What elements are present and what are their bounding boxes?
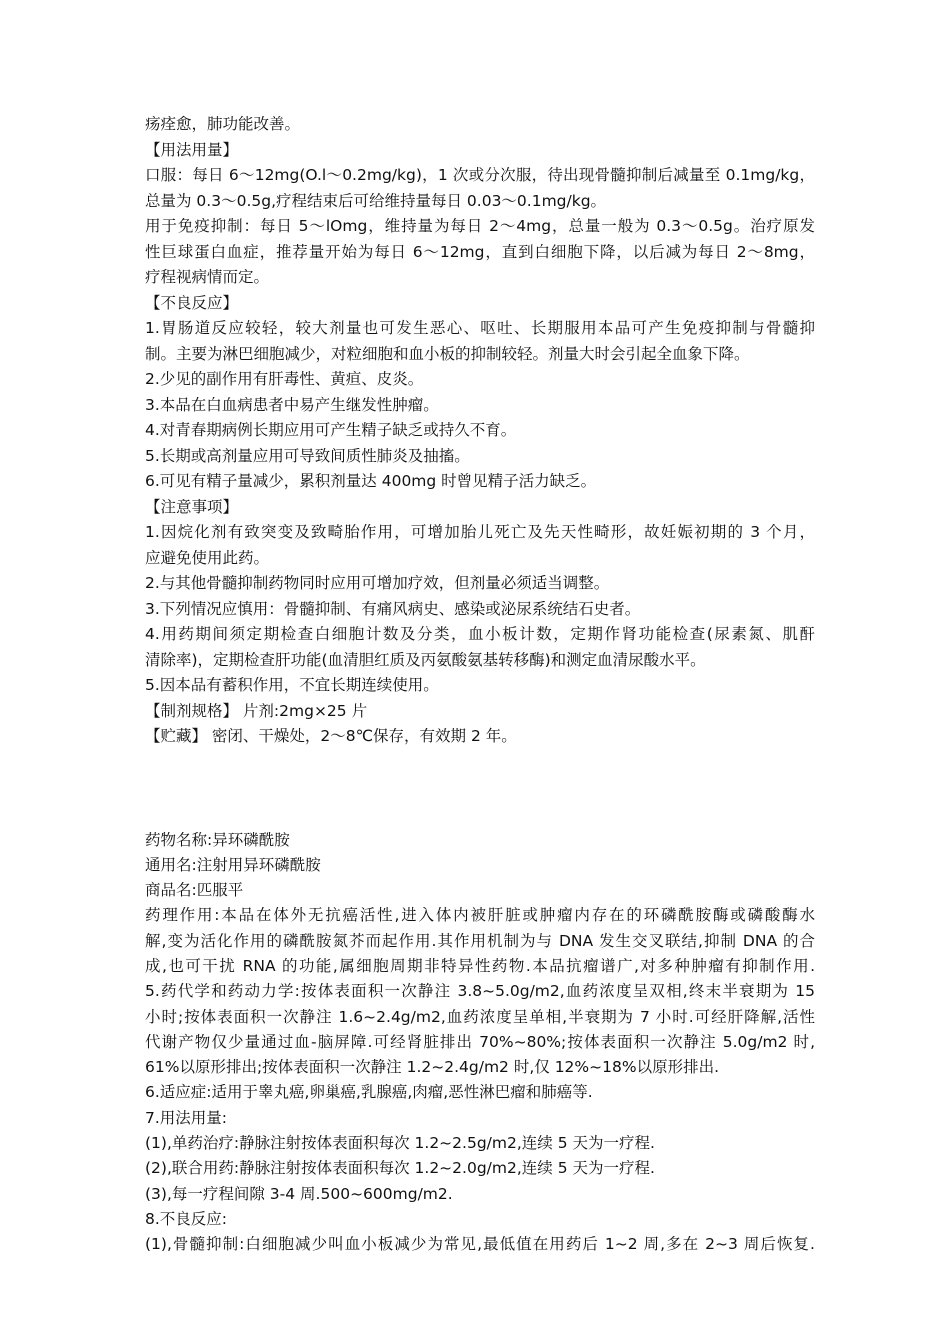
text-line: (1),单药治疗:静脉注射按体表面积每次 1.2~2.5g/m2,连续 5 天为一疗程. <box>145 1134 655 1153</box>
text-line: 6.可见有精子量减少，累积剂量达 400mg 时曾见精子活力缺乏。 <box>145 472 597 490</box>
text-line: 2.与其他骨髓抑制药物同时应用可增加疗效，但剂量必须适当调整。 <box>145 574 610 592</box>
heading-storage: 【贮藏】 密闭、干燥处，2～8℃保存，有效期 2 年。 <box>145 727 517 745</box>
text-line: 3.下列情况应慎用：骨髓抑制、有痛风病史、感染或泌尿系统结石史者。 <box>145 599 641 618</box>
text-line: 7.用法用量: <box>145 1108 228 1127</box>
text-line: 代谢产物仅少量通过血-脑屏障.可经肾脏排出 70%~80%;按体表面积一次静注 5.0g/m2 时, <box>145 1032 815 1051</box>
text-line: 应避免使用此药。 <box>145 548 270 567</box>
heading-dosage: 【用法用量】 <box>145 140 239 159</box>
text-line: 5.药代学和药动力学:按体表面积一次静注 3.8~5.0g/m2,血药浓度呈双相,终末半衰期为 15 <box>145 982 815 1001</box>
text-line: (1),骨髓抑制:白细胞减少叫血小板减少为常见,最低值在用药后 1~2 周,多在 2~3 周后恢复. <box>145 1235 815 1254</box>
text-line: 2.少见的副作用有肝毒性、黄疸、皮炎。 <box>145 370 424 388</box>
text-line: 3.本品在白血病患者中易产生继发性肿瘤。 <box>145 395 439 414</box>
text-line: 总量为 0.3～0.5g,疗程结束后可给维持量每日 0.03～0.1mg/kg。 <box>145 191 607 210</box>
document-page <box>145 112 815 1258</box>
text-line: 1.胃肠道反应较轻，较大剂量也可发生恶心、呕吐、长期服用本品可产生免疫抑制与骨髓抑 <box>145 319 815 337</box>
section-ifosfamide-text <box>145 828 815 1258</box>
text-line: 61%以原形排出;按体表面积一次静注 1.2~2.4g/m2 时,仅 12%~18%以原形排出. <box>145 1058 720 1077</box>
text-line: 解,变为活化作用的磷酰胺氮芥而起作用.其作用机制为与 DNA 发生交叉联结,抑制 DNA 的合 <box>145 931 815 950</box>
text-line: (3),每一疗程间隙 3-4 周.500~600mg/m2. <box>145 1184 453 1203</box>
text-line: (2),联合用药:静脉注射按体表面积每次 1.2~2.0g/m2,连续 5 天为一疗程. <box>145 1159 655 1178</box>
text-line: 6.适应症:适用于睾丸癌,卵巢癌,乳腺癌,肉瘤,恶性淋巴瘤和肺癌等. <box>145 1083 593 1102</box>
section-chlorambucil-text <box>145 112 815 750</box>
text-line: 用于免疫抑制：每日 5～lOmg，维持量为每日 2～4mg，总量一般为 0.3～0.5g。治疗原发 <box>145 217 815 235</box>
text-line: 疡痊愈，肺功能改善。 <box>145 115 301 133</box>
heading-adverse-reactions: 【不良反应】 <box>145 293 239 312</box>
text-line: 成,也可干扰 RNA 的功能,属细胞周期非特异性药物.本品抗瘤谱广,对多种肿瘤有抑制作用. <box>145 956 815 975</box>
brand-name-line: 商品名:匹服平 <box>145 881 244 900</box>
text-line: 1.因烷化剂有致突变及致畸胎作用，可增加胎儿死亡及先天性畸形，故妊娠初期的 3 个月， <box>145 523 815 541</box>
heading-specification: 【制剂规格】 片剂:2mg×25 片 <box>145 701 368 720</box>
text-line: 小时;按体表面积一次静注 1.6~2.4g/m2,血药浓度呈单相,半衰期为 7 小时.可经肝降解,活性 <box>145 1007 815 1026</box>
text-line: 5.长期或高剂量应用可导致间质性肺炎及抽搐。 <box>145 446 470 465</box>
drug-name-line: 药物名称:异环磷酰胺 <box>145 830 290 849</box>
text-line: 制。主要为淋巴细胞减少，对粒细胞和血小板的抑制较轻。剂量大时会引起全血象下降。 <box>145 344 750 363</box>
text-line: 清除率)，定期检查肝功能(血清胆红质及丙氨酸氨基转移酶)和测定血清尿酸水平。 <box>145 650 706 669</box>
text-line: 疗程视病情而定。 <box>145 268 270 286</box>
text-line: 4.用药期间须定期检查白细胞计数及分类，血小板计数，定期作肾功能检查(尿素氮、肌酐 <box>145 625 815 643</box>
text-line: 5.因本品有蓄积作用，不宜长期连续使用。 <box>145 676 439 694</box>
generic-name-line: 通用名:注射用异环磷酰胺 <box>145 855 321 874</box>
heading-precautions: 【注意事项】 <box>145 497 239 516</box>
text-line: 性巨球蛋白血症，推荐量开始为每日 6～12mg，直到白细胞下降，以后减为每日 2～8mg， <box>145 242 815 261</box>
section-spacer <box>145 750 815 828</box>
text-line: 4.对青春期病例长期应用可产生精子缺乏或持久不育。 <box>145 421 517 439</box>
text-line: 口服：每日 6～12mg(O.l～0.2mg/kg)，1 次或分次服，待出现骨髓抑制后减量至 0.1mg/kg， <box>145 166 815 184</box>
text-line: 药理作用:本品在体外无抗癌活性,进入体内被肝脏或肿瘤内存在的环磷酰胺酶或磷酸酶水 <box>145 906 815 925</box>
text-line: 8.不良反应: <box>145 1209 228 1228</box>
